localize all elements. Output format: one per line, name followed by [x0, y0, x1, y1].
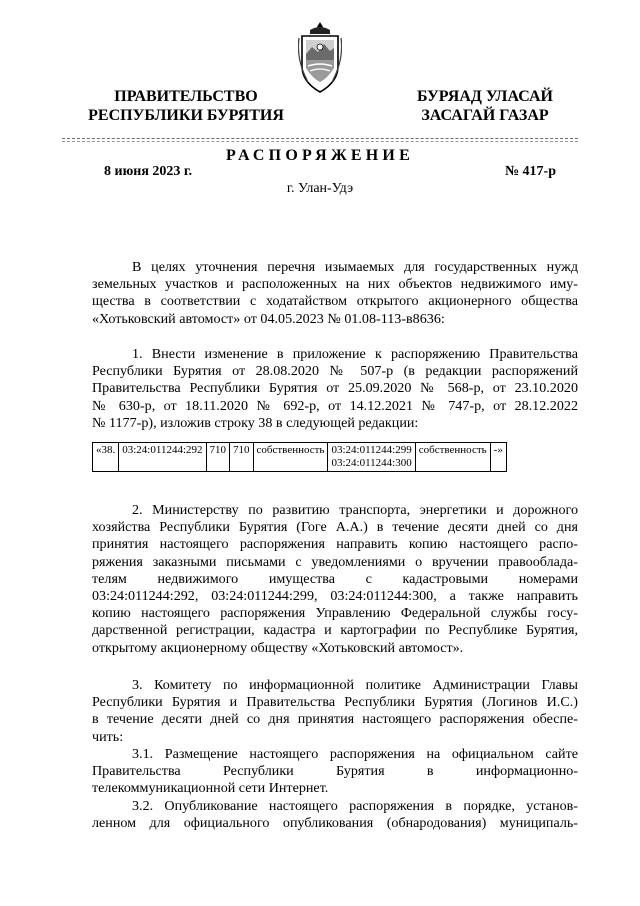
- text-line: ленном для официального опубликования (обнародования) муниципаль-: [92, 815, 578, 832]
- text-line: 3. Комитету по информационной политике Администрации Главы: [132, 677, 578, 693]
- coat-of-arms-icon: [298, 20, 342, 96]
- row-end-cell: -»: [490, 443, 506, 472]
- objects-cell: [328, 443, 415, 472]
- cadastral-number-cell: 03:24:011244:292: [119, 443, 206, 472]
- row-number-cell: «38.: [93, 443, 119, 472]
- text-line: 3.1. Размещение настоящего распоряжения на официальном сайте: [132, 746, 578, 762]
- text-line: 2. Министерству по развитию транспорта, энергетики и дорожного: [132, 502, 578, 518]
- header-divider: [62, 138, 578, 139]
- text-line: в течение десяти дней со дня принятия настоящего распоряжения обеспе-: [92, 711, 578, 728]
- right-type-cell: собственность: [253, 443, 328, 472]
- text-line: 1. Внести изменение в приложение к распоряжению Правительства: [132, 346, 578, 362]
- document-city: г. Улан-Удэ: [286, 181, 354, 196]
- government-name-buryat-line1: БУРЯАД УЛАСАЙ: [417, 88, 553, 105]
- text-line: Правительства Республики Бурятия от 25.09.2020 № 568-р, от 23.10.2020: [92, 380, 578, 397]
- text-line: В целях уточнения перечня изымаемых для государственных нужд: [132, 259, 578, 275]
- document-title: РАСПОРЯЖЕНИЕ: [226, 147, 414, 164]
- text-line: копию настоящего распоряжения Управлению Федеральной службы госу-: [92, 605, 578, 622]
- document-date: 8 июня 2023 г.: [104, 164, 193, 179]
- text-line: принятия настоящего распоряжения направить копию настоящего распо-: [92, 536, 578, 553]
- text-line: Республики Бурятия от 28.08.2020 № 507-р (в редакции распоряжений: [92, 363, 578, 380]
- text-line: земельных участков и расположенных на них объектов недвижимого иму-: [92, 276, 578, 293]
- text-line: чить:: [92, 728, 124, 745]
- government-name-line1: ПРАВИТЕЛЬСТВО: [114, 88, 258, 105]
- document-number: № 417-р: [504, 164, 556, 179]
- text-line: хозяйства Республики Бурятия (Гоге А.А.) в течение десяти дней со дня: [92, 519, 578, 536]
- text-line: телекоммуникационной сети Интернет.: [92, 780, 329, 797]
- text-line: телям недвижимого имущества с кадастровыми номерами: [92, 570, 578, 587]
- table-row: [93, 443, 507, 472]
- text-line: открытому акционерному обществу «Хотьковский автомост».: [92, 639, 464, 656]
- government-name-russian: [62, 87, 310, 125]
- item-3-2-paragraph: [92, 798, 578, 832]
- area-cell: 710: [230, 443, 254, 472]
- object-cadastral-number: 03:24:011244:300: [331, 457, 412, 469]
- text-line: Правительства Республики Бурятия в информационно-: [92, 763, 578, 780]
- government-name-buryat: [390, 87, 580, 125]
- item-3-paragraph: [92, 677, 578, 746]
- object-cadastral-number: 03:24:011244:299: [331, 444, 412, 456]
- government-name-buryat-line2: ЗАСАГАЙ ГАЗАР: [421, 107, 549, 124]
- text-line: щества в соответствии с ходатайством открытого акционерного общества: [92, 293, 578, 310]
- text-line: ряжения заказными письмами с уведомлениями о вручении правооблада-: [92, 553, 578, 570]
- amended-row-table: [92, 442, 507, 472]
- text-line: № 1177-р), изложив строку 38 в следующей редакции:: [92, 414, 419, 431]
- text-line: 03:24:011244:292, 03:24:011244:299, 03:24:011244:300, а также направить: [92, 588, 578, 605]
- government-name-line2: РЕСПУБЛИКИ БУРЯТИЯ: [88, 107, 284, 124]
- text-line: Республики Бурятия и Правительства Республики Бурятия (Логинов И.С.): [92, 694, 578, 711]
- text-line: дарственной регистрации, кадастра и картографии по Республике Бурятия,: [92, 622, 578, 639]
- right-type-cell: собственность: [415, 443, 490, 472]
- item-2-paragraph: [92, 502, 578, 657]
- header-divider-secondary: [62, 141, 578, 142]
- text-line: 3.2. Опубликование настоящего распоряжения в порядке, установ-: [132, 798, 578, 814]
- area-cell: 710: [206, 443, 230, 472]
- item-3-1-paragraph: [92, 746, 578, 798]
- item-1-paragraph: [92, 346, 578, 432]
- text-line: № 630-р, от 18.11.2020 № 692-р, от 14.12.2021 № 747-р, от 28.12.2022: [92, 397, 578, 414]
- text-line: «Хотьковский автомост» от 04.05.2023 № 01.08-113-в8636:: [92, 310, 445, 327]
- intro-paragraph: [92, 259, 578, 328]
